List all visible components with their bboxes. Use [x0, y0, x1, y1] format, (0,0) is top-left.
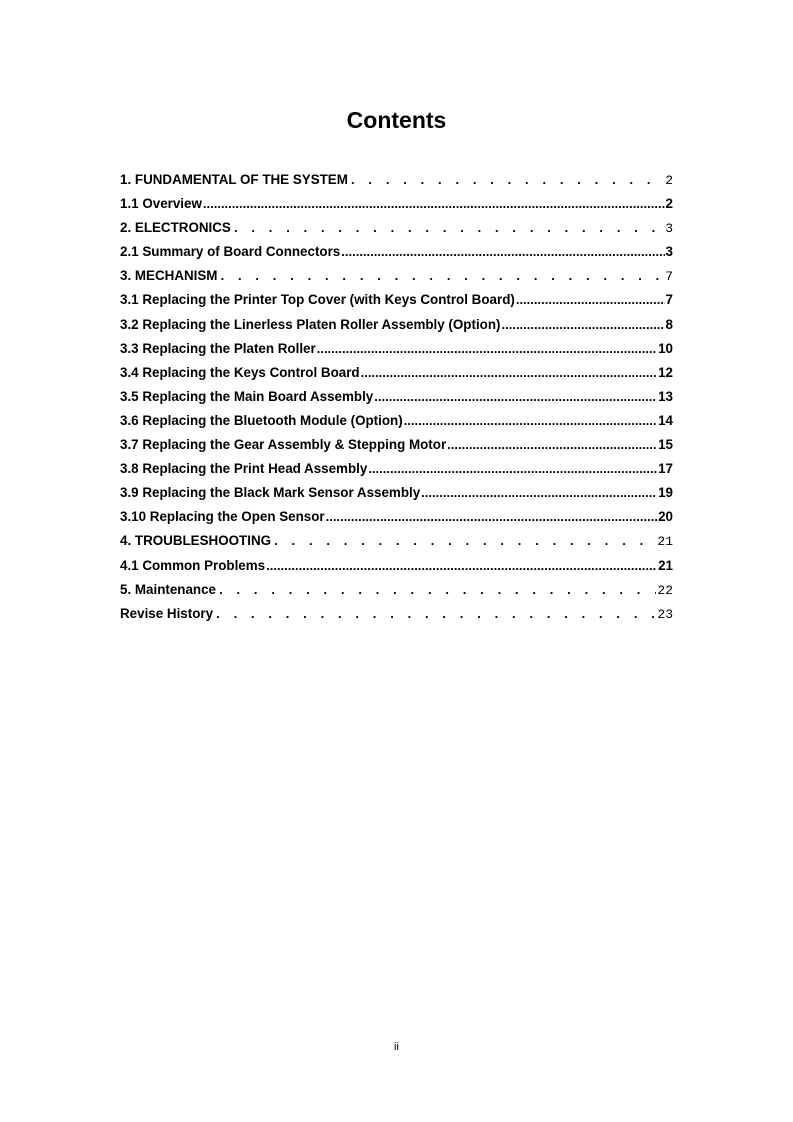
toc-entry-label: 3.7 Replacing the Gear Assembly & Stepping Motor [120, 437, 447, 453]
toc-entry-fundamental[interactable] [120, 170, 673, 194]
toc-entry-page: 3 [665, 244, 673, 260]
toc-dot-leader [232, 218, 664, 239]
toc-entry-gear-assembly[interactable] [120, 435, 673, 459]
toc-dot-leader [218, 266, 664, 287]
toc-dot-leader [404, 411, 657, 431]
toc-entry-label: 3.6 Replacing the Bluetooth Module (Option) [120, 412, 403, 428]
toc-entry-keys-control-board[interactable] [120, 363, 673, 387]
toc-entry-troubleshooting[interactable] [120, 531, 673, 555]
toc-entry-print-head[interactable] [120, 459, 673, 483]
toc-dot-leader [368, 459, 657, 479]
toc-dot-leader [516, 290, 665, 310]
toc-entry-top-cover[interactable] [120, 290, 673, 314]
toc-dot-leader [421, 483, 657, 503]
toc-entry-page: 21 [657, 534, 673, 550]
toc-entry-page: 7 [665, 292, 673, 308]
page-title: Contents [346, 107, 447, 133]
toc-entry-bluetooth-module[interactable] [120, 411, 673, 435]
toc-entry-label: Revise History [120, 605, 214, 621]
toc-entry-label: 1. FUNDAMENTAL OF THE SYSTEM [120, 172, 348, 187]
toc-entry-page: 22 [657, 582, 673, 598]
toc-dot-leader [502, 315, 665, 335]
toc-entry-open-sensor[interactable] [120, 507, 673, 531]
toc-entry-mechanism[interactable] [120, 266, 673, 290]
toc-entry-common-problems[interactable] [120, 556, 673, 580]
toc-entry-page: 14 [658, 412, 673, 428]
toc-dot-leader [374, 387, 657, 407]
toc-dot-leader [317, 339, 657, 359]
toc-entry-page: 3 [665, 221, 673, 237]
toc-entry-page: 20 [658, 509, 673, 525]
toc-dot-leader [272, 531, 656, 552]
toc-entry-label: 4. TROUBLESHOOTING [120, 533, 272, 549]
toc-entry-main-board[interactable] [120, 387, 673, 411]
toc-entry-page: 23 [657, 606, 673, 622]
toc-entry-maintenance[interactable] [120, 580, 673, 604]
toc-dot-leader [447, 435, 657, 455]
toc-entry-label: 5. Maintenance [120, 581, 216, 597]
toc-entry-label: 3.10 Replacing the Open Sensor [120, 509, 325, 525]
toc-dot-leader [349, 170, 664, 191]
toc-entry-label: 2.1 Summary of Board Connectors [120, 244, 341, 260]
toc-entry-label: 3.9 Replacing the Black Mark Sensor Assembly [120, 485, 421, 501]
toc-dot-leader [214, 604, 656, 625]
toc-entry-page: 17 [658, 461, 673, 477]
toc-entry-page: 10 [658, 340, 673, 356]
toc-entry-label: 4.1 Common Problems [120, 557, 266, 573]
toc-entry-black-mark-sensor[interactable] [120, 483, 673, 507]
toc-entry-label: 3.8 Replacing the Print Head Assembly [120, 461, 368, 477]
toc-entry-board-connectors[interactable] [120, 242, 673, 266]
toc-entry-label: 3.5 Replacing the Main Board Assembly [120, 388, 374, 404]
table-of-contents [120, 170, 673, 628]
toc-entry-page: 8 [665, 316, 673, 332]
toc-entry-label: 1.1 Overview [120, 196, 202, 212]
toc-entry-page: 2 [665, 173, 673, 188]
toc-entry-page: 7 [665, 269, 673, 285]
toc-dot-leader [341, 242, 664, 262]
toc-entry-page: 15 [658, 437, 673, 453]
toc-entry-page: 13 [658, 388, 673, 404]
toc-entry-page: 2 [665, 196, 673, 212]
toc-entry-page: 19 [658, 485, 673, 501]
toc-dot-leader [203, 194, 665, 214]
toc-dot-leader [266, 556, 657, 576]
toc-entry-label: 3.3 Replacing the Platen Roller [120, 340, 316, 356]
toc-entry-page: 21 [658, 557, 673, 573]
toc-entry-label: 2. ELECTRONICS [120, 220, 231, 236]
toc-entry-linerless-platen[interactable] [120, 315, 673, 339]
toc-entry-label: 3.1 Replacing the Printer Top Cover (with Keys Control Board) [120, 292, 515, 308]
toc-dot-leader [361, 363, 658, 383]
toc-dot-leader [217, 580, 656, 601]
toc-entry-label: 3. MECHANISM [120, 268, 218, 284]
toc-entry-platen-roller[interactable] [120, 339, 673, 363]
toc-entry-label: 3.4 Replacing the Keys Control Board [120, 364, 360, 380]
toc-entry-electronics[interactable] [120, 218, 673, 242]
toc-entry-label: 3.2 Replacing the Linerless Platen Roller Assembly (Option) [120, 316, 501, 332]
page-number-footer: ii [394, 1041, 399, 1053]
toc-entry-revise-history[interactable] [120, 604, 673, 628]
toc-dot-leader [326, 507, 657, 527]
toc-entry-overview[interactable] [120, 194, 673, 218]
toc-entry-page: 12 [658, 364, 673, 380]
